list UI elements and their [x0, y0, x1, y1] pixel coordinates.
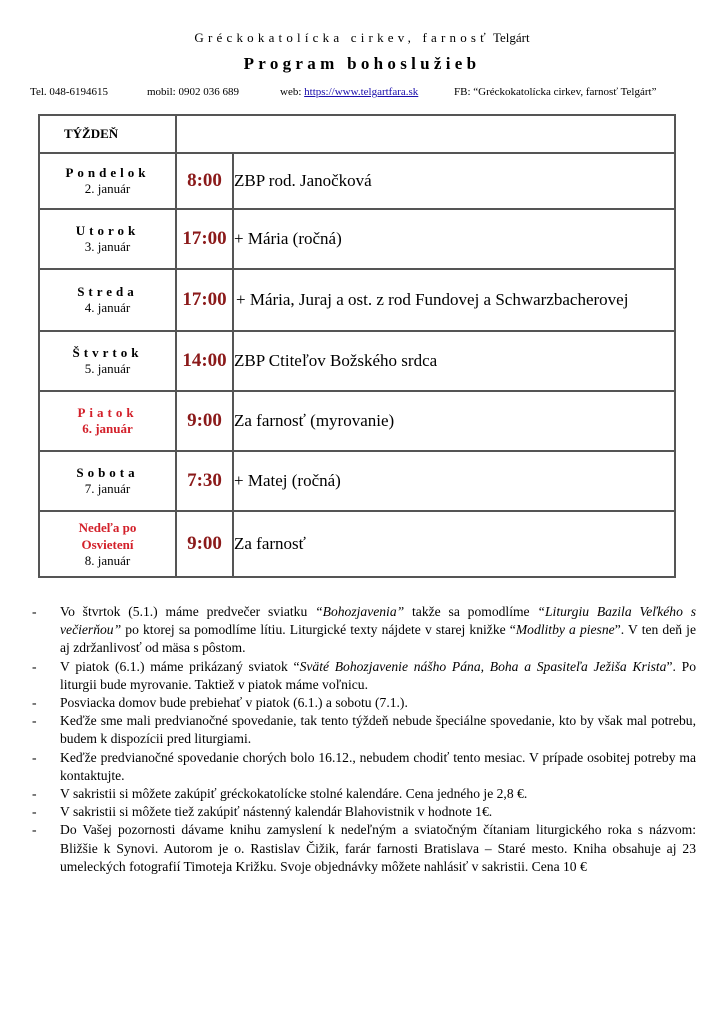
time-cell: 9:00 [176, 511, 233, 577]
day-name: Nedeľa po Osvietení [78, 520, 137, 552]
web-block [280, 86, 418, 98]
intention-cell: Za farnosť (myrovanie) [233, 391, 675, 451]
time-cell: 7:30 [176, 451, 233, 511]
day-date: 3. január [84, 239, 131, 254]
day-cell [39, 153, 176, 209]
day-date: 7. január [84, 481, 131, 496]
time-cell: 8:00 [176, 153, 233, 209]
table-row [39, 153, 675, 209]
time-cell: 17:00 [176, 209, 233, 269]
day-cell [39, 451, 176, 511]
church-header [0, 30, 724, 46]
week-label: TÝŽDEŇ [39, 115, 176, 153]
table-row [39, 269, 675, 331]
time-cell: 14:00 [176, 331, 233, 391]
intention-cell: Za farnosť [233, 511, 675, 577]
day-cell [39, 209, 176, 269]
day-name: Piatok [77, 405, 138, 420]
day-name: Sobota [76, 465, 139, 480]
table-row [39, 451, 675, 511]
intention-cell: + Matej (ročná) [233, 451, 675, 511]
intention-cell: ZBP rod. Janočková [233, 153, 675, 209]
day-date: 5. január [84, 361, 131, 376]
page-title: Program bohoslužieb [243, 54, 481, 73]
list-item: - Keďže predvianočné spovedanie chorých bolo 16.12., nebudem chodiť tento mesiac. V prípade osobitej potreby ma kontaktujte. [32, 749, 696, 785]
table-row [39, 209, 675, 269]
day-cell [39, 269, 176, 331]
day-date: 6. január [82, 421, 133, 436]
day-name: Pondelok [65, 165, 150, 180]
time-cell: 17:00 [176, 269, 233, 331]
list-item: - Do Vašej pozornosti dávame knihu zamyslení k nedeľným a sviatočným čítaniam liturgického roka s názvom: Bližšie k Synovi. Autorom je o. Rastislav Čižik, farár farnosti Bratislava – Staré mesto. Kniha obsahuje aj 23 umeleckých fotografií Timoteja Križku. Svoje objednávky môžete nahlásiť v sakristii. Cena 10 € [32, 821, 696, 876]
list-item: - V sakristii si môžete zakúpiť gréckokatolícke stolné kalendáre. Cena jedného je 2,8 €. [32, 785, 696, 803]
intention-cell: ZBP Ctiteľov Božského srdca [233, 331, 675, 391]
schedule-table [38, 114, 676, 578]
time-cell: 9:00 [176, 391, 233, 451]
list-item: - Posviacka domov bude prebiehať v piatok (6.1.) a sobotu (7.1.). [32, 694, 696, 712]
mobile-number: mobil: 0902 036 689 [147, 86, 239, 98]
day-name: Streda [77, 284, 138, 299]
list-item: - V piatok (6.1.) máme prikázaný sviatok “Sväté Bohozjavenie nášho Pána, Boha a Spasiteľa Ježiša Krista”. Po liturgii bude myrovanie. Taktiež v piatok máme voľnicu. [32, 658, 696, 694]
day-cell-holiday [39, 391, 176, 451]
web-link[interactable]: https://www.telgartfara.sk [304, 86, 419, 98]
facebook-info: FB: “Gréckokatolícka cirkev, farnosť Telgárt” [454, 86, 657, 98]
day-name: Štvrtok [72, 345, 143, 360]
day-cell-sunday [39, 511, 176, 577]
intention-cell: + Mária, Juraj a ost. z rod Fundovej a Schwarzbacherovej [233, 269, 675, 331]
list-item: - Vo štvrtok (5.1.) máme predvečer sviatku “Bohozjavenia” takže sa pomodlíme “Liturgiu Bazila Veľkého s večierňou” po ktorej sa pomodlíme lítiu. Liturgické texty nájdete v starej knižke “Modlitby a piesne”. V ten deň je aj zdržanlivosť od mäsa s pôstom. [32, 603, 696, 658]
announcements-list [32, 603, 696, 876]
day-cell [39, 331, 176, 391]
day-name: Utorok [75, 223, 140, 238]
intention-cell: + Mária (ročná) [233, 209, 675, 269]
day-date: 4. január [84, 300, 131, 315]
day-date: 2. január [84, 181, 131, 196]
table-row [39, 331, 675, 391]
church-place: Telgárt [492, 30, 530, 45]
table-header-row [39, 115, 675, 153]
table-row [39, 511, 675, 577]
table-row [39, 391, 675, 451]
list-item: - Keďže sme mali predvianočné spovedanie, tak tento týždeň nebude špeciálne spovedanie, kto by však mal potrebu, budem k dispozícii pred liturgiami. [32, 712, 696, 748]
church-name: Gréckokatolícka cirkev, farnosť [194, 30, 490, 45]
week-header-empty [176, 115, 675, 153]
day-date: 8. január [84, 553, 131, 568]
phone-number: Tel. 048-6194615 [30, 86, 109, 98]
web-label: web: [280, 86, 302, 98]
list-item: - V sakristii si môžete tiež zakúpiť nástenný kalendár Blahovistnik v hodnote 1€. [32, 803, 696, 821]
